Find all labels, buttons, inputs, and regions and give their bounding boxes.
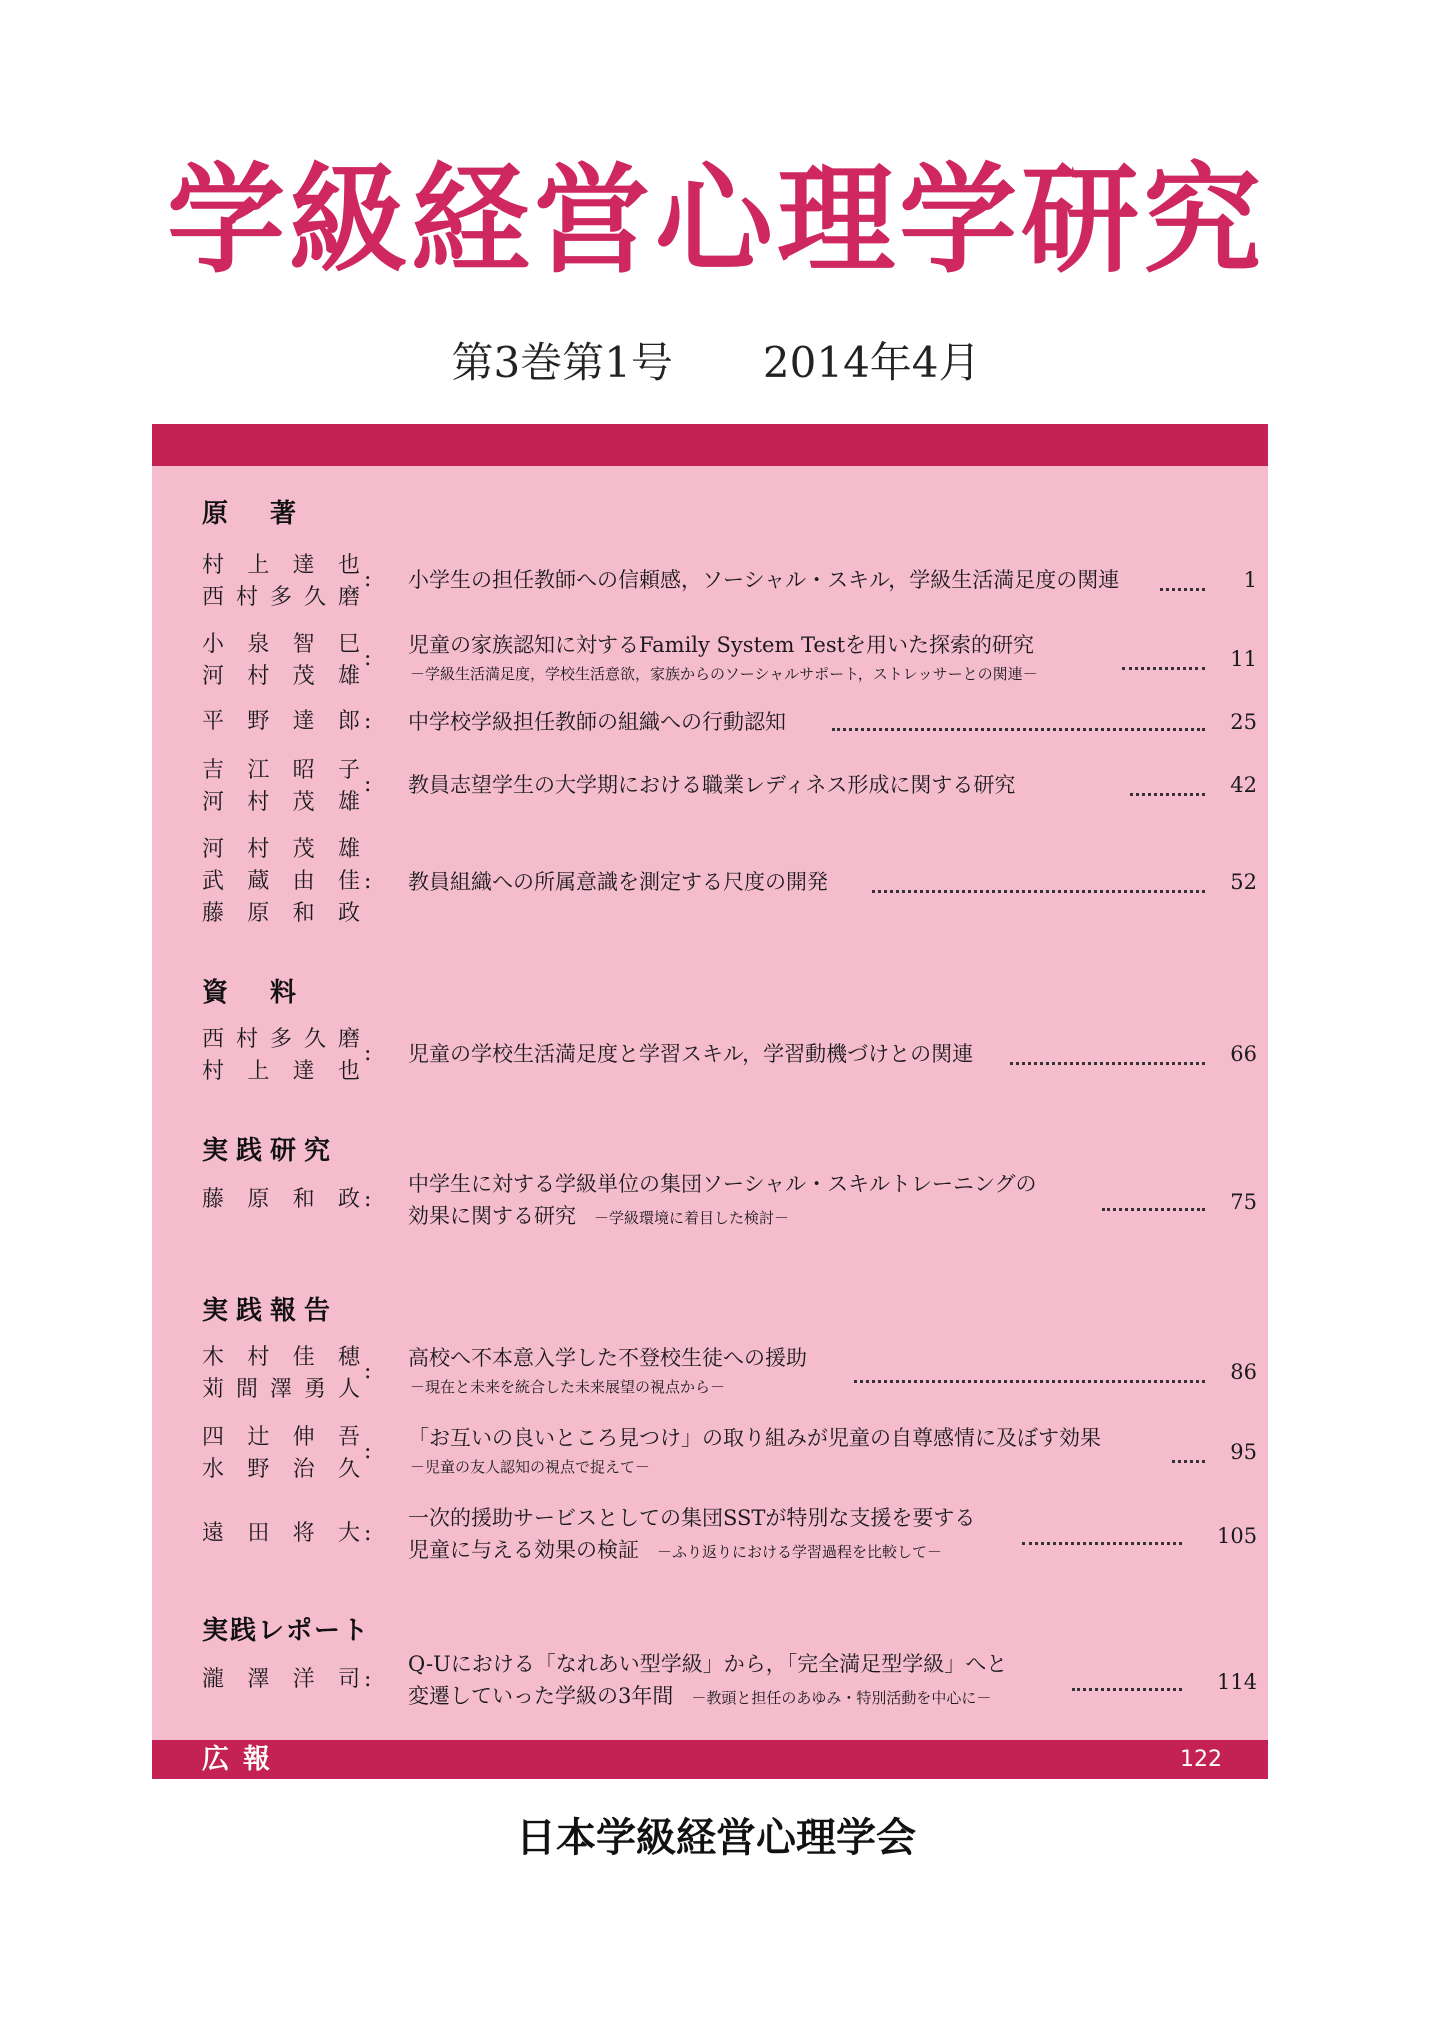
entry-subtitle: －教頭と担任のあゆみ・特別活動を中心に－ [691, 1689, 992, 1707]
journal-title: 学級経営心理学研究 [166, 151, 1265, 289]
entry-authors: 遠田将大 [202, 1521, 362, 1546]
entry-page: 1 [1243, 568, 1257, 592]
entry-page: 75 [1230, 1190, 1257, 1214]
entry-authors: 河村茂雄 武蔵由佳 藤原和政 [202, 837, 362, 926]
entry-title: 小学生の担任教師への信頼感，ソーシャル・スキル，学級生活満足度の関連 [408, 568, 1120, 592]
dot-leader [854, 1380, 1205, 1383]
entry-page: 66 [1230, 1042, 1257, 1066]
section-heading-materials: 資 料 [202, 978, 305, 1008]
dot-leader [1122, 667, 1205, 670]
entry-title: 一次的援助サービスとしての集団SSTが特別な支援を要する 児童に与える効果の検証 －ふり返りにおける学習過程を比較して－ [408, 1506, 976, 1562]
entry-title: 教員組織への所属意識を測定する尺度の開発 [408, 870, 828, 894]
entry-page: 95 [1230, 1440, 1257, 1464]
entry-title: 「お互いの良いところ見つけ」の取り組みが児童の自尊感情に及ぼす効果 －児童の友人認知の視点で捉えて－ [408, 1422, 1228, 1480]
volume-number: 第3巻第1号 [451, 338, 673, 387]
dot-leader [1172, 1460, 1205, 1463]
publisher-name: 日本学級経営心理学会 [516, 1815, 916, 1861]
entry-authors: 瀧澤洋司 [202, 1667, 362, 1692]
toc-top-bar [152, 424, 1268, 466]
dot-leader [1022, 1542, 1182, 1545]
entry-subtitle: －児童の友人認知の視点で捉えて－ [410, 1458, 651, 1476]
advertising-bar[interactable] [152, 1740, 1268, 1779]
table-of-contents: 原 著 村上達也 西村多久磨 : 小学生の担任教師への信頼感，ソーシャル・スキル，学級生活満足度の関連 1 小泉智巳 河村茂雄 : 児童の家族認知に対するFamily System Testを用いた探索的研究 －学級生活満足度，学校生活意欲，家族からのソーシャルサポート，ストレッサーとの関連－ 11 平野達郎 : 中学校学級担任教師の組織への行動認知 25 吉江昭子 河村茂雄 : 教員志望学生の大学期における職業レディネス形成に関する研究 42 河村茂雄 武蔵由佳 藤原和政 : 教員組織への所属意識を測定する尺度の開発 52 資 料 西村多久磨 村上達也 : 児童の学校生活満足度と学習スキル，学習動機づけとの関連 66 実践研究 藤原和政 : 中学生に対する学級単位の集団ソーシャル・スキルトレーニングの 効果に関する研究 －学級環境に着目した検討－ 75 実践報告 木村佳穂 苅間澤勇人 : 高校へ不本意入学した不登校生徒への援助 －現在と未来を統合した未来展望の視点から－ 86 四辻伸吾 水野治久 : 「お互いの良いところ見つけ」の取り組みが児童の自尊感情に及ぼす効果 －児童の友人認知の視点で捉えて－ 95 遠田将大 : 一次的援助サービスとしての集団SSTが特別な支援を要する 児童に与える効果の検証 －ふり返りにおける学習過程を比較して－ 105 実践レポート 瀧澤洋司 : Q-Uにおける「なれあい型学級」から，「完全満足型学級」へと 変遷していった学級の3年間 －教頭と担任のあゆみ・特別活動を中心に－ 114 広報 122 [152, 424, 1268, 1779]
entry-title: 中学生に対する学級単位の集団ソーシャル・スキルトレーニングの 効果に関する研究 －学級環境に着目した検討－ [408, 1172, 1037, 1228]
entry-title: 児童の学校生活満足度と学習スキル，学習動機づけとの関連 [408, 1042, 974, 1066]
entry-page: 11 [1230, 647, 1257, 671]
entry-authors: 木村佳穂 苅間澤勇人 [202, 1345, 362, 1402]
entry-subtitle: －学級環境に着目した検討－ [594, 1209, 790, 1227]
dot-leader [1102, 1208, 1205, 1211]
entry-authors: 吉江昭子 河村茂雄 [202, 758, 362, 815]
entry-page: 25 [1230, 710, 1257, 734]
entry-page: 52 [1230, 870, 1257, 894]
entry-authors: 西村多久磨 村上達也 [202, 1027, 362, 1084]
entry-subtitle: －ふり返りにおける学習過程を比較して－ [657, 1543, 943, 1561]
dot-leader [872, 890, 1205, 893]
entry-page: 42 [1230, 773, 1257, 797]
entry-title: 教員志望学生の大学期における職業レディネス形成に関する研究 [408, 773, 1016, 797]
entry-page: 105 [1217, 1524, 1258, 1548]
entry-subtitle: －学級生活満足度，学校生活意欲，家族からのソーシャルサポート，ストレッサーとの関連－ [410, 665, 1038, 683]
dot-leader [1072, 1688, 1182, 1691]
entry-subtitle: －現在と未来を統合した未来展望の視点から－ [410, 1378, 726, 1396]
entry-page: 114 [1217, 1670, 1258, 1694]
advertising-label: 広報 [202, 1744, 284, 1775]
entry-authors: 小泉智巳 河村茂雄 [202, 632, 362, 689]
entry-authors: 四辻伸吾 水野治久 [202, 1425, 362, 1482]
section-heading-practical-research: 実践研究 [202, 1136, 339, 1166]
dot-leader [1010, 1062, 1205, 1065]
entry-page: 86 [1230, 1360, 1257, 1384]
section-heading-practice-reports: 実践報告 [202, 1296, 339, 1326]
section-heading-original-papers: 原 著 [202, 499, 305, 529]
entry-authors: 村上達也 西村多久磨 [202, 553, 362, 610]
issue-date: 2014年4月 [762, 338, 981, 387]
issue-info [0, 335, 1432, 391]
advertising-page: 122 [1180, 1747, 1222, 1772]
entry-title: 児童の家族認知に対するFamily System Testを用いた探索的研究 －学級生活満足度，学校生活意欲，家族からのソーシャルサポート，ストレッサーとの関連－ [408, 629, 1228, 687]
entry-title: 高校へ不本意入学した不登校生徒への援助 －現在と未来を統合した未来展望の視点から－ [408, 1342, 1228, 1400]
dot-leader [1160, 588, 1205, 591]
entry-authors: 平野達郎 [202, 709, 362, 734]
dot-leader [832, 728, 1205, 731]
entry-authors: 藤原和政 [202, 1187, 362, 1212]
entry-title: 中学校学級担任教師の組織への行動認知 [408, 710, 786, 734]
dot-leader [1130, 793, 1205, 796]
section-heading-practice-notes: 実践レポート [202, 1616, 371, 1646]
entry-title: Q-Uにおける「なれあい型学級」から，「完全満足型学級」へと 変遷していった学級の3年間 －教頭と担任のあゆみ・特別活動を中心に－ [408, 1652, 1008, 1708]
